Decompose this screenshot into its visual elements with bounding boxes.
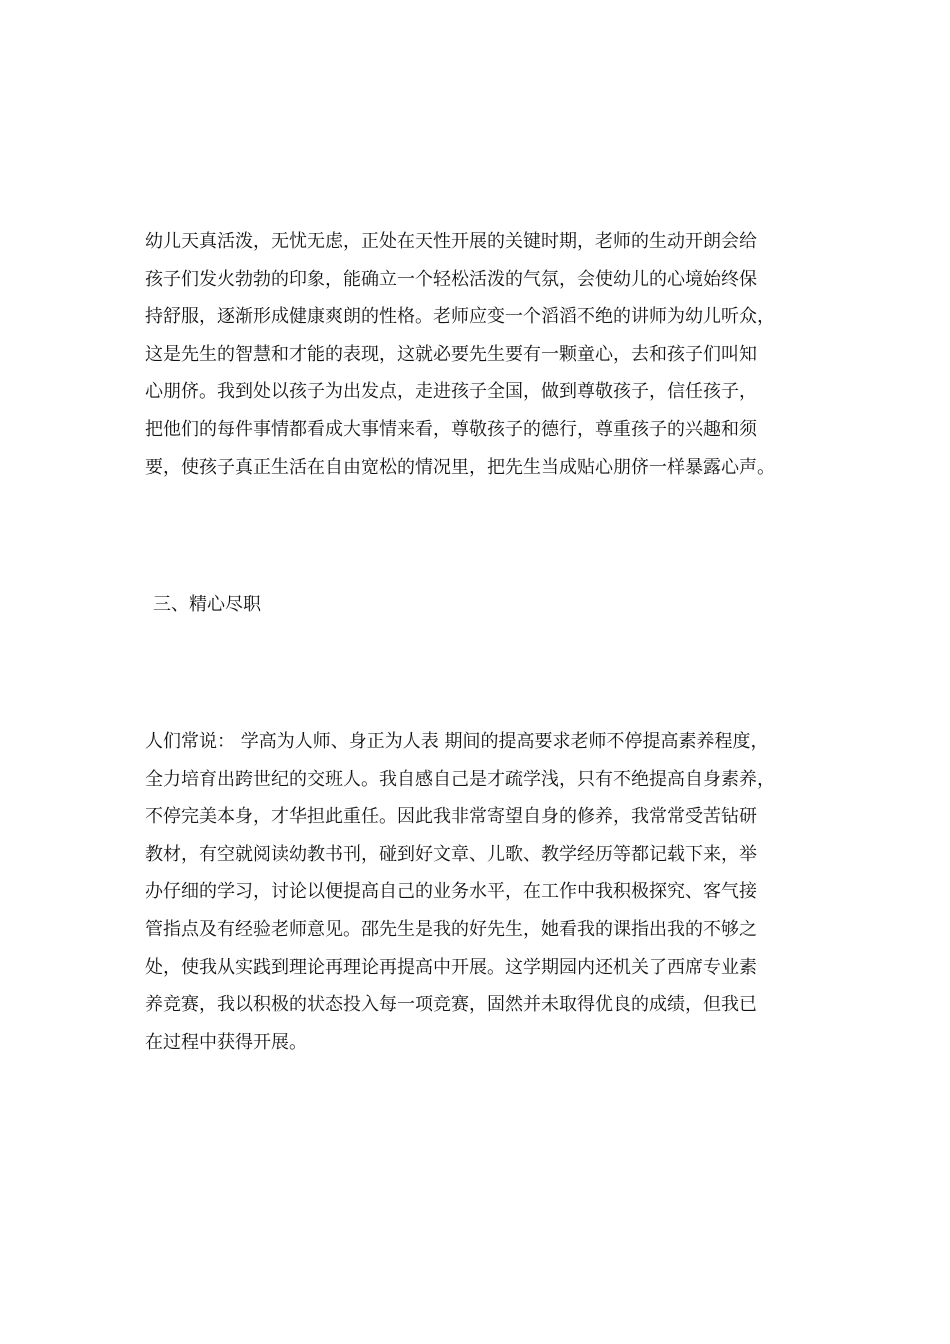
paragraph-line: 心朋侪。我到处以孩子为出发点，走进孩子全国，做到尊敬孩子，信任孩子， [145,381,757,403]
paragraph-line: 持舒服，逐渐形成健康爽朗的性格。老师应变一个滔滔不绝的讲师为幼儿听众， [145,306,775,328]
paragraph-line: 幼儿天真活泼，无忧无虑，正处在天性开展的关键时期，老师的生动开朗会给 [145,231,757,252]
paragraph-line: 管指点及有经验老师意见。邵先生是我的好先生，她看我的课指出我的不够之 [145,918,757,940]
paragraph-line: 把他们的每件事情都看成大事情来看，尊敬孩子的德行，尊重孩子的兴趣和须 [145,418,757,440]
paragraph-line: 办仔细的学习，讨论以便提高自己的业务水平，在工作中我积极探究、客气接 [145,881,757,903]
paragraph-line: 要，使孩子真正生活在自由宽松的情况里，把先生当成贴心朋侪一样暴露心声。 [145,456,775,478]
paragraph-line: 处，使我从实践到理论再理论再提高中开展。这学期园内还机关了西席专业素 [145,956,757,978]
paragraph-line: 养竞赛，我以积极的状态投入每一项竞赛，固然并未取得优良的成绩，但我已 [145,994,757,1016]
paragraph-line: 人们常说： 学高为人师、身正为人表 期间的提高要求老师不停提高素养程度， [145,731,769,752]
paragraph-line: 这是先生的智慧和才能的表现，这就必要先生要有一颗童心，去和孩子们叫知 [145,343,757,365]
paragraph-2 [145,723,835,1061]
paragraph-line: 孩子们发火勃勃的印象，能确立一个轻松活泼的气氛，会使幼儿的心境始终保 [145,268,757,290]
paragraph-line: 不停完美本身，才华担此重任。因此我非常寄望自身的修养，我常常受苦钻研 [145,806,757,828]
paragraph-line: 全力培育出跨世纪的交班人。我自感自己是才疏学浅，只有不绝提高自身素养， [145,768,775,790]
section-heading: 三、精心尽职 [153,594,261,615]
paragraph-line: 教材，有空就阅读幼教书刊，碰到好文章、儿歌、教学经历等都记载下来，举 [145,843,757,865]
paragraph-line: 在过程中获得开展。 [145,1031,307,1053]
paragraph-1 [145,223,835,486]
